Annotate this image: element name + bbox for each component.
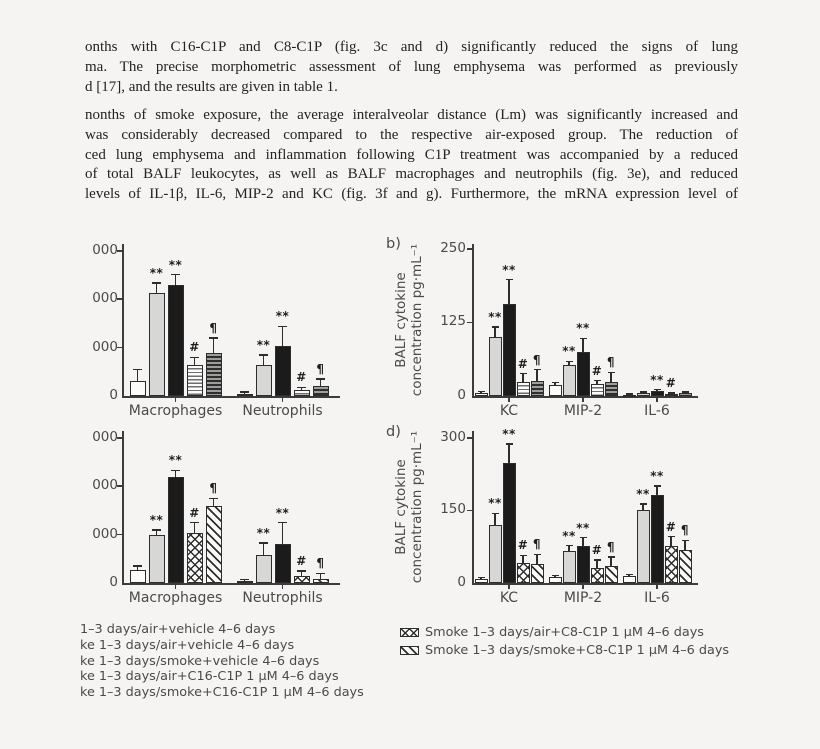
x-tick-mark <box>508 398 510 402</box>
bar-light-gray <box>149 535 165 583</box>
significance-marker: ** <box>636 487 650 502</box>
significance-marker: ¶ <box>532 537 542 552</box>
error-bar-cap <box>580 338 587 340</box>
y-tick-label: 125 <box>440 313 466 330</box>
bar-light-gray <box>563 365 576 396</box>
error-bar-cap <box>171 470 180 472</box>
x-tick-mark <box>282 398 284 402</box>
error-bar-cap <box>682 391 689 393</box>
error-bar-cap <box>478 391 485 393</box>
x-category-label: KC <box>499 403 519 419</box>
x-tick-mark <box>175 585 177 589</box>
legend-item-label: Smoke 1–3 days/smoke+C8-C1P 1 μM 4–6 days <box>425 643 730 658</box>
error-bar <box>522 374 524 383</box>
x-category-label: IL-6 <box>644 590 670 606</box>
bar-white <box>237 394 253 396</box>
error-bar-cap <box>492 326 499 328</box>
error-bar <box>656 486 658 495</box>
bar-hstripe-light <box>591 384 604 396</box>
x-tick-mark <box>582 585 584 589</box>
y-tick-label: 0 <box>109 387 118 403</box>
bar-black <box>503 463 516 583</box>
error-bar <box>508 444 510 463</box>
error-bar-cap <box>608 372 615 374</box>
significance-marker: ¶ <box>606 539 616 554</box>
error-bar-cap <box>478 577 485 579</box>
bar-white <box>475 393 488 396</box>
error-bar-cap <box>316 573 325 575</box>
significance-marker: # <box>517 356 529 371</box>
error-bar-cap <box>566 361 573 363</box>
x-tick-mark <box>282 585 284 589</box>
x-axis <box>122 583 340 585</box>
error-bar-cap <box>594 559 601 561</box>
y-axis <box>472 244 474 396</box>
significance-marker: # <box>591 363 603 378</box>
error-bar <box>175 470 177 476</box>
error-bar-cap <box>506 279 513 281</box>
bar-black <box>503 304 516 396</box>
significance-marker: ** <box>650 372 664 387</box>
error-bar-cap <box>520 373 527 375</box>
paragraph-2-line: was considerably decreased compared to the respective air-exposed group. The reduction of <box>85 126 738 143</box>
significance-marker: ** <box>576 520 590 535</box>
bar-black <box>651 391 664 396</box>
error-bar-cap <box>152 529 161 531</box>
error-bar-cap <box>316 378 325 380</box>
bar-hstripe-dark <box>679 393 692 396</box>
bar-light-gray <box>489 525 502 583</box>
error-bar-cap <box>534 369 541 371</box>
bar-hstripe-dark <box>531 381 544 396</box>
error-bar-cap <box>190 522 199 524</box>
significance-marker: # <box>296 553 307 568</box>
significance-marker: ** <box>502 262 516 277</box>
error-bar <box>494 327 496 336</box>
bar-diagonal <box>679 550 692 583</box>
y-tick-label: 000 <box>92 338 118 355</box>
y-tick-label: 250 <box>440 239 466 256</box>
significance-marker: ** <box>488 310 502 325</box>
significance-marker: ** <box>168 453 183 468</box>
error-bar <box>213 338 215 353</box>
error-bar <box>568 546 570 551</box>
y-tick-label: 000 <box>92 428 118 445</box>
error-bar-cap <box>534 554 541 556</box>
bar-white <box>549 577 562 583</box>
error-bar <box>301 571 303 576</box>
error-bar-cap <box>640 391 647 393</box>
bar-white <box>475 579 488 583</box>
y-tick-label: 0 <box>457 574 466 590</box>
paragraph-2-line: of total BALF leukocytes, as well as BALF macrophages and neutrophils (fig. 3e), and reduced <box>85 166 738 183</box>
error-bar-cap <box>640 503 647 505</box>
x-tick-mark <box>508 585 510 589</box>
y-axis <box>122 244 124 396</box>
panel-label: b) <box>386 236 401 252</box>
y-tick-mark <box>467 510 472 512</box>
figure-legend-right <box>400 624 729 660</box>
bar-black <box>651 495 664 583</box>
error-bar <box>194 523 196 533</box>
significance-marker: ** <box>576 321 590 336</box>
paragraph-1-line: d [17], and the results are given in table 1. <box>85 78 338 95</box>
significance-marker: ** <box>562 528 576 543</box>
y-tick-label: 000 <box>92 477 118 494</box>
significance-marker: ** <box>149 512 164 527</box>
y-tick-label: 0 <box>109 574 118 590</box>
significance-marker: ** <box>149 265 164 280</box>
error-bar-cap <box>152 282 161 284</box>
significance-marker: ** <box>256 525 271 540</box>
y-tick-label: 000 <box>92 290 118 307</box>
error-bar-cap <box>297 570 306 572</box>
bar-light-gray <box>637 393 650 396</box>
x-category-label: Neutrophils <box>242 403 323 419</box>
bar-light-gray <box>489 337 502 396</box>
y-axis <box>122 431 124 583</box>
bar-hstripe-dark <box>605 382 618 396</box>
x-tick-mark <box>656 398 658 402</box>
error-bar-cap <box>240 579 249 581</box>
error-bar <box>263 543 265 556</box>
bar-white <box>549 385 562 396</box>
error-bar <box>642 504 644 510</box>
bar-white <box>623 395 636 397</box>
error-bar-cap <box>580 537 587 539</box>
legend-item: ke 1–3 days/smoke+C16-C1P 1 μM 4–6 days <box>80 685 364 701</box>
y-tick-mark <box>467 322 472 324</box>
x-category-label: Macrophages <box>128 590 223 606</box>
y-tick-label: 000 <box>92 241 118 258</box>
error-bar-cap <box>209 337 218 339</box>
error-bar <box>175 275 177 285</box>
error-bar-cap <box>552 382 559 384</box>
legend-item: ke 1–3 days/air+C16-C1P 1 μM 4–6 days <box>80 669 339 685</box>
error-bar-cap <box>626 393 633 395</box>
error-bar <box>536 554 538 563</box>
x-axis <box>472 583 698 585</box>
error-bar-cap <box>668 392 675 394</box>
paragraph-2-line: ced lung emphysema and inflammation following C1P treatment was accompanied by a reduced <box>85 146 738 163</box>
bar-light-gray <box>256 555 272 583</box>
bar-crosshatch <box>591 568 604 583</box>
bar-hstripe-light <box>665 394 678 396</box>
error-bar <box>320 379 322 386</box>
error-bar <box>610 372 612 382</box>
error-bar <box>137 369 139 381</box>
y-tick-mark <box>467 437 472 439</box>
significance-marker: ** <box>275 309 290 324</box>
x-category-label: MIP-2 <box>563 590 603 606</box>
bar-crosshatch <box>665 546 678 583</box>
paragraph-1-line: ma. The precise morphometric assessment of lung emphysema was performed as previously <box>85 58 738 75</box>
y-tick-mark <box>467 248 472 250</box>
significance-marker: ¶ <box>209 481 218 496</box>
bar-hstripe-light <box>187 365 203 396</box>
error-bar <box>596 560 598 568</box>
error-bar <box>194 357 196 364</box>
error-bar <box>320 573 322 579</box>
error-bar <box>213 498 215 505</box>
y-axis-title-line: concentration pg·mL⁻¹ <box>409 243 425 397</box>
error-bar-cap <box>297 387 306 389</box>
error-bar-cap <box>566 545 573 547</box>
bar-white <box>237 581 253 583</box>
bar-diagonal <box>531 564 544 583</box>
y-axis-title-line: BALF cytokine <box>393 272 409 368</box>
bar-diagonal <box>313 579 329 583</box>
y-tick-label: 0 <box>457 387 466 403</box>
paragraph-2-line: nonths of smoke exposure, the average interalveolar distance (Lm) was significantly increased and <box>85 107 738 123</box>
bar-diagonal <box>206 506 222 583</box>
significance-marker: # <box>296 370 307 385</box>
bar-hstripe-dark <box>313 386 329 396</box>
legend-item: ke 1–3 days/air+vehicle 4–6 days <box>80 637 295 653</box>
paragraph-2-line: levels of IL-1β, IL-6, MIP-2 and KC (fig. 3f and g). Furthermore, the mRNA expression level of <box>85 186 738 203</box>
error-bar-cap <box>506 443 513 445</box>
error-bar-cap <box>552 575 559 577</box>
bar-hstripe-light <box>294 390 310 396</box>
error-bar <box>684 540 686 549</box>
error-bar <box>582 338 584 352</box>
significance-marker: ** <box>562 344 576 359</box>
x-category-label: Macrophages <box>128 403 223 419</box>
bar-light-gray <box>563 551 576 583</box>
figure-legend-left <box>80 622 364 701</box>
significance-marker: ¶ <box>316 556 325 571</box>
error-bar-cap <box>240 391 249 393</box>
bar-crosshatch <box>187 533 203 583</box>
error-bar-cap <box>209 498 218 500</box>
x-category-label: Neutrophils <box>242 590 323 606</box>
significance-marker: # <box>517 538 529 553</box>
bar-white <box>130 381 146 396</box>
y-tick-label: 150 <box>440 501 466 518</box>
significance-marker: ¶ <box>680 523 690 538</box>
significance-marker: ¶ <box>316 361 325 376</box>
y-axis <box>472 431 474 583</box>
error-bar <box>508 280 510 304</box>
y-axis-title-line: BALF cytokine <box>393 459 409 555</box>
legend-item-label: Smoke 1–3 days/air+C8-C1P 1 μM 4–6 days <box>425 625 704 640</box>
error-bar <box>522 555 524 563</box>
significance-marker: # <box>665 376 677 391</box>
error-bar-cap <box>608 556 615 558</box>
y-tick-label: 300 <box>440 428 466 445</box>
error-bar-cap <box>259 354 268 356</box>
error-bar <box>670 537 672 546</box>
significance-marker: ** <box>650 469 664 484</box>
bar-white <box>623 576 636 583</box>
error-bar-cap <box>492 513 499 515</box>
legend-item <box>400 624 729 642</box>
error-bar-cap <box>654 485 661 487</box>
error-bar <box>494 513 496 525</box>
error-bar <box>156 283 158 293</box>
significance-marker: ** <box>502 427 516 442</box>
x-category-label: KC <box>499 590 519 606</box>
error-bar <box>536 370 538 382</box>
bar-hstripe-light <box>517 382 530 396</box>
diagonal-swatch-icon <box>400 646 419 655</box>
significance-marker: ** <box>488 496 502 511</box>
error-bar <box>282 523 284 544</box>
significance-marker: ¶ <box>209 320 218 335</box>
x-category-label: MIP-2 <box>563 403 603 419</box>
bar-crosshatch <box>294 576 310 583</box>
error-bar-cap <box>278 326 287 328</box>
bar-diagonal <box>605 566 618 583</box>
error-bar <box>282 326 284 345</box>
significance-marker: # <box>189 340 200 355</box>
error-bar-cap <box>626 574 633 576</box>
significance-marker: ¶ <box>606 355 616 370</box>
error-bar <box>263 355 265 365</box>
x-tick-mark <box>175 398 177 402</box>
bar-light-gray <box>149 293 165 396</box>
crosshatch-swatch-icon <box>400 628 419 637</box>
legend-item <box>400 642 729 660</box>
x-axis <box>122 396 340 398</box>
x-tick-mark <box>582 398 584 402</box>
bar-crosshatch <box>517 563 530 583</box>
bar-hstripe-dark <box>206 353 222 396</box>
panel-label: d) <box>386 424 401 440</box>
bar-white <box>130 570 146 583</box>
error-bar <box>610 557 612 566</box>
significance-marker: ¶ <box>532 352 542 367</box>
significance-marker: # <box>665 519 677 534</box>
significance-marker: ** <box>256 337 271 352</box>
error-bar-cap <box>259 542 268 544</box>
error-bar-cap <box>171 274 180 276</box>
y-axis-title-line: concentration pg·mL⁻¹ <box>409 430 425 584</box>
y-tick-label: 000 <box>92 525 118 542</box>
bar-light-gray <box>637 510 650 583</box>
x-tick-mark <box>656 585 658 589</box>
error-bar-cap <box>133 369 142 371</box>
bar-light-gray <box>256 365 272 396</box>
error-bar-cap <box>278 522 287 524</box>
x-category-label: IL-6 <box>644 403 670 419</box>
bar-black <box>168 477 184 583</box>
error-bar-cap <box>682 540 689 542</box>
significance-marker: # <box>591 542 603 557</box>
error-bar-cap <box>133 565 142 567</box>
error-bar-cap <box>594 380 601 382</box>
significance-marker: ** <box>275 505 290 520</box>
error-bar-cap <box>520 555 527 557</box>
paragraph-1-line: onths with C16-C1P and C8-C1P (fig. 3c and d) significantly reduced the signs of lung <box>85 39 738 55</box>
legend-item: 1–3 days/air+vehicle 4–6 days <box>80 622 276 637</box>
significance-marker: # <box>189 505 200 520</box>
legend-item: ke 1–3 days/smoke+vehicle 4–6 days <box>80 653 320 669</box>
error-bar-cap <box>190 357 199 359</box>
significance-marker: ** <box>168 257 183 272</box>
